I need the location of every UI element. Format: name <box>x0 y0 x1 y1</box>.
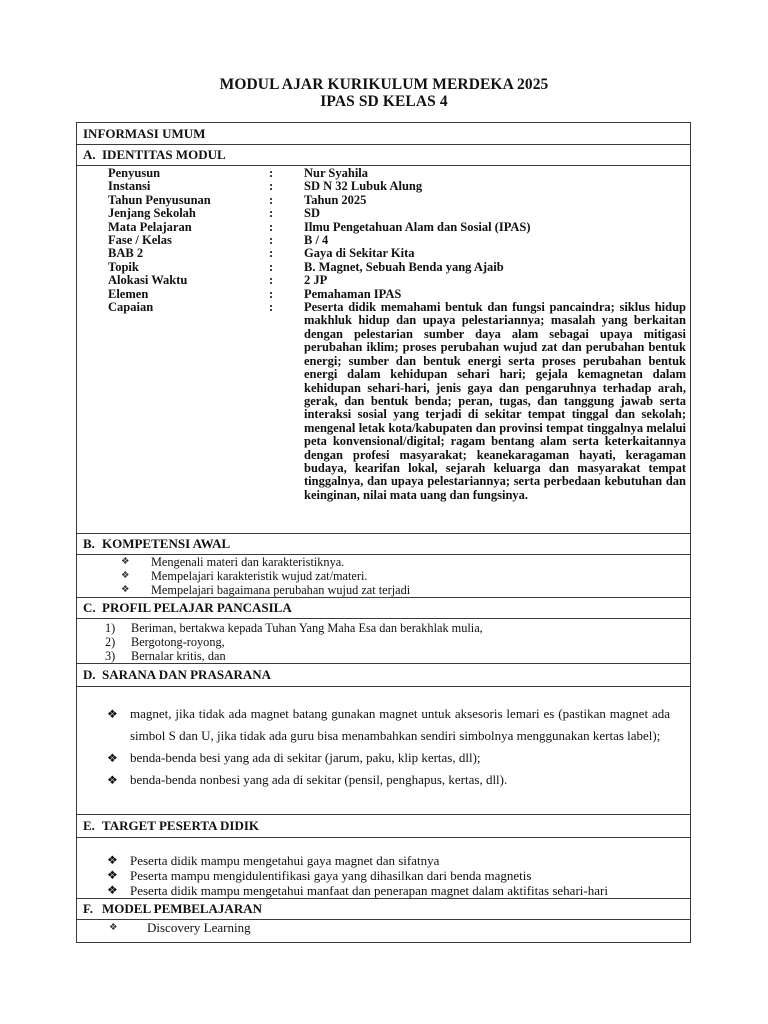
field-instansi <box>77 180 690 193</box>
list-item <box>77 555 690 569</box>
header-identitas-modul <box>77 144 690 165</box>
header-informasi-umum <box>77 123 690 144</box>
header-target-peserta-didik <box>77 814 690 837</box>
field-fase-kelas <box>77 234 690 247</box>
field-colon: : <box>269 206 274 221</box>
field-colon: : <box>269 259 274 274</box>
field-colon: : <box>269 273 274 288</box>
module-table <box>76 122 691 943</box>
field-mata-pelajaran <box>77 221 690 234</box>
title-line-1: MODUL AJAR KURIKULUM MERDEKA 2025 <box>219 76 549 93</box>
diamond-bullet-icon: ❖ <box>107 773 118 787</box>
section-letter: B. <box>83 536 95 551</box>
field-label: Alokasi Waktu <box>108 273 188 288</box>
header-profil-pelajar-pancasila <box>77 597 690 618</box>
field-label: Mata Pelajaran <box>108 219 192 234</box>
diamond-bullet-icon: ❖ <box>121 571 130 581</box>
target-content <box>77 837 690 898</box>
field-colon: : <box>269 219 274 234</box>
title-line-2: IPAS SD KELAS 4 <box>320 93 448 110</box>
list-item-text: Bernalar kritis, dan <box>131 649 226 663</box>
field-colon: : <box>269 300 274 315</box>
model-list <box>77 921 690 935</box>
field-colon: : <box>269 166 274 180</box>
field-label: Topik <box>108 259 139 274</box>
field-value: Tahun 2025 <box>304 192 367 207</box>
list-item <box>77 921 690 935</box>
list-item-text: benda-benda besi yang ada di sekitar (jarum, paku, klip kertas, dll); <box>130 750 481 765</box>
diamond-bullet-icon: ❖ <box>109 923 118 933</box>
section-title: TARGET PESERTA DIDIK <box>102 818 260 833</box>
section-title: IDENTITAS MODUL <box>102 147 226 162</box>
list-item-text: benda-benda nonbesi yang ada di sekitar (pensil, penghapus, kertas, dll). <box>130 772 508 787</box>
section-title: KOMPETENSI AWAL <box>102 536 231 551</box>
profil-list <box>77 621 690 663</box>
field-label: Fase / Kelas <box>108 233 172 248</box>
list-item-text: Peserta mampu mengidulentifikasi gaya yang dihasilkan dari benda magnetis <box>130 868 532 883</box>
section-letter: D. <box>83 667 96 682</box>
list-item-text: Discovery Learning <box>147 920 251 935</box>
field-tahun-penyusunan <box>77 194 690 207</box>
section-title: SARANA DAN PRASARANA <box>102 667 272 682</box>
field-colon: : <box>269 246 274 261</box>
list-number: 1) <box>105 621 116 635</box>
sarana-list <box>77 703 690 791</box>
section-letter: E. <box>83 818 95 833</box>
list-item-text: Peserta didik mampu mengetahui manfaat dan penerapan magnet dalam aktifitas sehari-hari <box>130 883 608 898</box>
list-item <box>77 649 690 663</box>
section-letter: A. <box>83 147 96 162</box>
section-letter: F. <box>83 901 93 916</box>
list-item <box>77 853 690 868</box>
field-value: Ilmu Pengetahuan Alam dan Sosial (IPAS) <box>304 219 531 234</box>
list-item-text: Peserta didik mampu mengetahui gaya magnet dan sifatnya <box>130 853 440 868</box>
model-content <box>77 919 690 942</box>
field-elemen <box>77 288 690 301</box>
header-sarana-prasarana <box>77 663 690 686</box>
identitas-content <box>77 165 690 533</box>
header-kompetensi-awal <box>77 533 690 554</box>
list-item-text: Beriman, bertakwa kepada Tuhan Yang Maha Esa dan berakhlak mulia, <box>131 621 483 635</box>
list-item-text: Mengenali materi dan karakteristiknya. <box>151 555 345 569</box>
field-label: Elemen <box>108 286 149 301</box>
list-item-text: magnet, jika tidak ada magnet batang gunakan magnet untuk aksesoris lemari es (pastikan magnet ada simbol S dan U, jika tidak ada guru bisa menambahkan sendiri simbolnya menggunakan kertas label); <box>130 706 670 743</box>
field-value: Nur Syahila <box>304 166 369 180</box>
field-topik <box>77 261 690 274</box>
field-colon: : <box>269 286 274 301</box>
list-item <box>77 769 690 791</box>
field-label: Jenjang Sekolah <box>108 206 196 221</box>
field-label: Instansi <box>108 179 151 194</box>
list-item-text: Mempelajari bagaimana perubahan wujud zat terjadi <box>151 583 411 597</box>
diamond-bullet-icon: ❖ <box>107 707 118 721</box>
profil-pancasila-content <box>77 618 690 663</box>
field-value: SD N 32 Lubuk Alung <box>304 179 423 194</box>
section-title: MODEL PEMBELAJARAN <box>102 901 262 916</box>
sarana-content <box>77 686 690 814</box>
diamond-bullet-icon: ❖ <box>121 557 130 567</box>
field-colon: : <box>269 233 274 248</box>
kompetensi-list <box>77 555 690 597</box>
diamond-bullet-icon: ❖ <box>107 868 118 882</box>
section-letter: C. <box>83 600 96 615</box>
kompetensi-awal-content <box>77 554 690 597</box>
diamond-bullet-icon: ❖ <box>107 883 118 897</box>
list-item-text: Mempelajari karakteristik wujud zat/materi. <box>151 569 368 583</box>
field-label: BAB 2 <box>108 246 144 261</box>
field-capaian <box>77 301 690 502</box>
list-item <box>77 868 690 883</box>
list-item <box>77 747 690 769</box>
field-value: Pemahaman IPAS <box>304 286 402 301</box>
list-item <box>77 583 690 597</box>
list-item <box>77 635 690 649</box>
list-item <box>77 621 690 635</box>
field-label: Tahun Penyusunan <box>108 192 211 207</box>
field-label: Penyusun <box>108 166 161 180</box>
field-value-capaian: Peserta didik memahami bentuk dan fungsi pancaindra; siklus hidup makhluk hidup dan upaya pelestariannya; masalah yang berkaitan dengan pelestarian sumber daya alam sebagai upaya mitigasi perubahan iklim; proses perubahan wujud zat dan perubahan bentuk energi; sumber dan bentuk energi serta proses perubahan bentuk energi dalam kehidupan sehari hari; gejala kemagnetan dalam kehidupan sehari-hari, jenis gaya dan pengaruhnya terhadap arah, gerak, dan bentuk benda; peran, tugas, dan tanggung jawab serta interaksi sosial yang terjadi di sekitar tempat tinggal dan sekolah; mengenal letak kota/kabupaten dan provinsi tempat tinggalnya melalui peta konvensional/digital; ragam bentang alam serta keterkaitannya dengan profesi masyarakat; keanekaragaman hayati, keragaman budaya, kearifan lokal, sejarah keluarga dan masyarakat tempat tinggalnya, dan upaya pelestariannya; serta perbedaan kebutuhan dan keinginan, nilai mata uang dan fungsinya. <box>304 300 686 502</box>
field-bab <box>77 247 690 260</box>
field-value: B / 4 <box>304 233 329 248</box>
list-item <box>77 883 690 898</box>
diamond-bullet-icon: ❖ <box>107 751 118 765</box>
field-penyusun <box>77 167 690 180</box>
field-value: SD <box>304 206 320 221</box>
field-value: 2 JP <box>304 273 328 288</box>
document-title <box>0 76 768 110</box>
field-alokasi-waktu <box>77 274 690 287</box>
field-value: Gaya di Sekitar Kita <box>304 246 415 261</box>
field-colon: : <box>269 192 274 207</box>
field-jenjang-sekolah <box>77 207 690 220</box>
header-model-pembelajaran <box>77 898 690 919</box>
diamond-bullet-icon: ❖ <box>121 585 130 595</box>
header-informasi-umum-label: INFORMASI UMUM <box>83 125 206 141</box>
field-colon: : <box>269 179 274 194</box>
list-item-text: Bergotong-royong, <box>131 635 225 649</box>
list-number: 3) <box>105 649 116 663</box>
target-list <box>77 853 690 898</box>
list-item <box>77 569 690 583</box>
list-item <box>77 703 690 747</box>
section-title: PROFIL PELAJAR PANCASILA <box>102 600 292 615</box>
field-value: B. Magnet, Sebuah Benda yang Ajaib <box>304 259 504 274</box>
field-label: Capaian <box>108 300 154 315</box>
list-number: 2) <box>105 635 116 649</box>
diamond-bullet-icon: ❖ <box>107 853 118 867</box>
